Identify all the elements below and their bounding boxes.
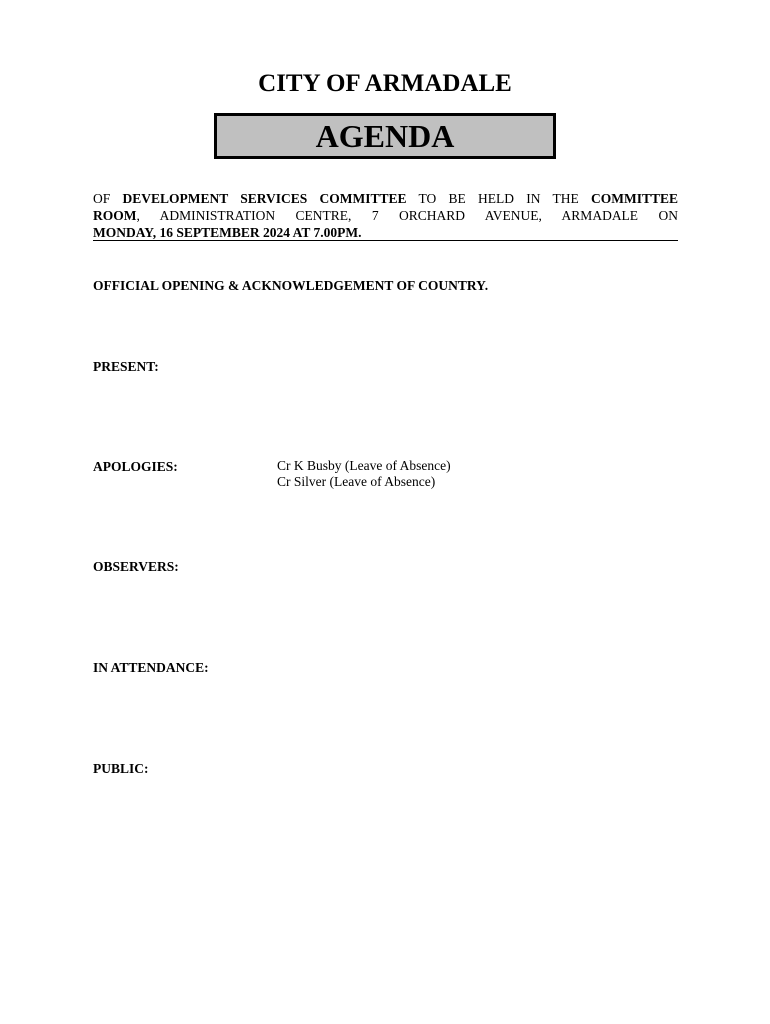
meeting-date-time: MONDAY, 16 SEPTEMBER 2024 AT 7.00PM. [93, 225, 362, 240]
agenda-title-box: AGENDA [214, 113, 556, 159]
heading-public: PUBLIC: [93, 761, 149, 776]
meeting-details-line-2 [93, 207, 678, 224]
venue-name: COMMITTEE [590, 191, 678, 206]
committee-name: DEVELOPMENT SERVICES COMMITTEE [122, 191, 407, 206]
intro-text: TO BE HELD IN THE [406, 191, 591, 206]
page-title: CITY OF ARMADALE [258, 70, 512, 97]
apology-item: Cr Silver (Leave of Absence) [277, 474, 436, 489]
heading-observers: OBSERVERS: [93, 559, 179, 574]
apologies-list [277, 458, 451, 490]
venue-address: , ADMINISTRATION CENTRE, 7 ORCHARD AVENUE, ARMADALE ON [136, 208, 678, 223]
meeting-details-line-1 [93, 190, 678, 207]
heading-apologies: APOLOGIES: [93, 459, 178, 474]
divider-rule [93, 240, 678, 241]
apology-item: Cr K Busby (Leave of Absence) [277, 458, 451, 473]
heading-in-attendance: IN ATTENDANCE: [93, 660, 209, 675]
intro-text: OF [93, 191, 123, 206]
heading-official-opening: OFFICIAL OPENING & ACKNOWLEDGEMENT OF COUNTRY. [93, 278, 489, 293]
meeting-details [93, 190, 678, 241]
venue-name-cont: ROOM [93, 208, 137, 223]
meeting-details-line-3 [93, 224, 678, 241]
heading-present: PRESENT: [93, 359, 159, 374]
